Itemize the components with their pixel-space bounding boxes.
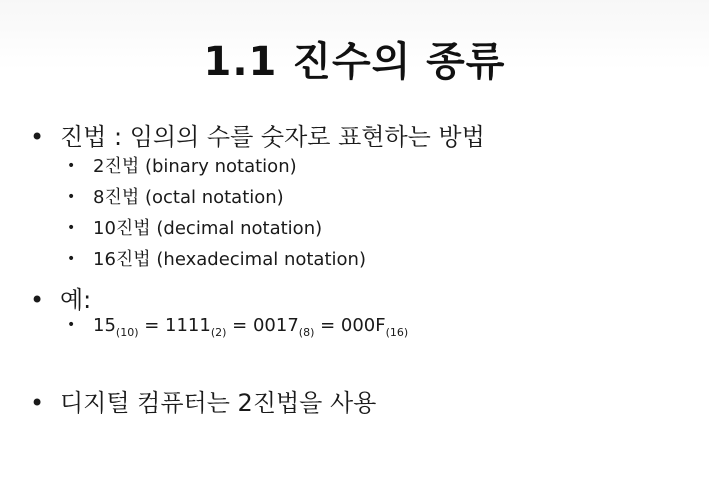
base-octal: (8): [298, 326, 315, 339]
conclusion-text: 디지털 컴퓨터는 2진법을 사용: [60, 389, 377, 417]
notation-text: 16진법 (hexadecimal notation): [93, 249, 366, 270]
base-decimal: (10): [115, 326, 139, 339]
sub-bullet-item-binary: [67, 152, 297, 178]
bullet-item-example: [30, 280, 91, 315]
value-octal: 0017: [252, 315, 299, 336]
bullet-item-conclusion: [30, 383, 376, 418]
bullet-dot: •: [67, 189, 76, 205]
equals-sign: =: [138, 315, 166, 336]
bullet-dot: •: [67, 158, 76, 174]
bullet-dot: •: [67, 251, 76, 267]
bullet-dot: •: [30, 123, 45, 151]
sub-bullet-item-octal: [67, 183, 284, 209]
notation-text: 8진법 (octal notation): [93, 187, 284, 208]
definition-text: 진법 : 임의의 수를 숫자로 표현하는 방법: [60, 123, 485, 151]
bullet-dot: •: [67, 317, 76, 333]
base-binary: (2): [210, 326, 227, 339]
bullet-item-definition: [30, 117, 485, 152]
equals-sign: =: [226, 315, 253, 336]
value-binary: 1111: [165, 315, 211, 336]
bullet-dot: •: [30, 389, 45, 417]
value-hexadecimal: 000F: [340, 315, 386, 336]
notation-text: 2진법 (binary notation): [93, 156, 297, 177]
sub-bullet-item-hexadecimal: [67, 245, 366, 271]
equals-sign: =: [314, 315, 341, 336]
base-hexadecimal: (16): [385, 326, 409, 339]
sub-bullet-item-example-equation: [67, 315, 408, 339]
slide-title: 1.1 진수의 종류: [203, 39, 506, 85]
sub-bullet-item-decimal: [67, 214, 322, 240]
example-label: 예:: [60, 286, 92, 314]
value-decimal: 15: [93, 315, 116, 336]
bullet-dot: •: [30, 286, 45, 314]
bullet-dot: •: [67, 220, 76, 236]
example-equation: [93, 315, 408, 339]
notation-text: 10진법 (decimal notation): [93, 218, 323, 239]
